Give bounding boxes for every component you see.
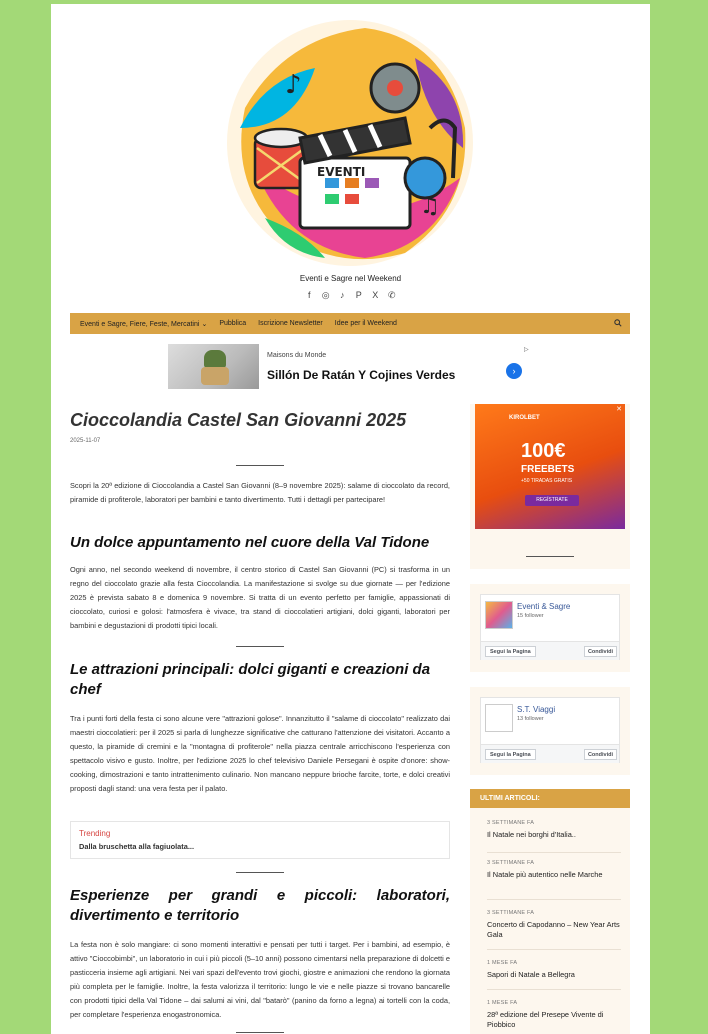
divider	[236, 872, 284, 873]
fb-page-followers: 13 follower	[517, 716, 544, 722]
latest-articles-header: ULTIMI ARTICOLI:	[470, 789, 630, 808]
logo-text: EVENTI	[317, 165, 366, 179]
fb-page-avatar	[485, 601, 513, 629]
article-link[interactable]: Concerto di Capodanno – New Year Arts Gala	[487, 920, 620, 939]
sidebar-fb-box-1	[470, 584, 630, 672]
list-item[interactable]	[487, 820, 621, 853]
nav-item-newsletter[interactable]: Iscrizione Newsletter	[258, 320, 323, 327]
article-age: 3 SETTIMANE FA	[487, 860, 535, 866]
promo-freebets: FREEBETS	[521, 464, 575, 475]
ad-choices-icon[interactable]: ▷	[524, 347, 529, 353]
ad-source: Maisons du Monde	[267, 352, 327, 359]
sidebar-fb-box-2	[470, 687, 630, 775]
article-date: 2025-11-07	[70, 438, 101, 444]
promo-brand: KIROLBET	[509, 415, 540, 421]
heading-val-tidone: Un dolce appuntamento nel cuore della Val Tidone	[70, 534, 430, 551]
site-logo[interactable]	[225, 18, 475, 268]
promo-amount: 100€	[521, 440, 566, 462]
article-link[interactable]: Sapori di Natale a Bellegra	[487, 970, 575, 979]
main-navbar	[70, 313, 630, 334]
ad-arrow-icon[interactable]: ›	[506, 363, 522, 379]
fb-action-bar	[481, 641, 619, 660]
instagram-icon[interactable]: ◎	[321, 290, 330, 300]
fb-page-avatar	[485, 704, 513, 732]
fb-page-name[interactable]: S.T. Viaggi	[517, 705, 556, 714]
heading-esperienze: Esperienze per grandi e piccoli: laboratori, divertimento e territorio	[70, 887, 450, 924]
trending-box[interactable]	[70, 821, 450, 859]
trending-label: Trending	[79, 829, 111, 838]
svg-text:♫: ♫	[420, 194, 440, 219]
fb-share-button[interactable]: Condividi	[584, 646, 617, 657]
fb-page-followers: 15 follower	[517, 613, 544, 619]
search-icon[interactable]	[614, 319, 622, 329]
tiktok-icon[interactable]: ♪	[339, 290, 345, 300]
divider	[236, 1032, 284, 1033]
logo-illustration	[225, 18, 475, 268]
article-intro: Scopri la 20ª edizione di Cioccolandia a Castel San Giovanni (8–9 novembre 2025): salame di cioccolato da record, piramide di profiterole, laboratori per bambini e tanto divertimento. Tutti i dettagli per partecipare!	[70, 481, 450, 504]
page	[51, 4, 650, 1034]
latest-articles-list	[470, 808, 630, 1034]
ad-title[interactable]: Sillón De Ratán Y Cojines Verdes	[267, 368, 456, 382]
facebook-icon[interactable]: f	[307, 290, 311, 300]
list-item[interactable]	[487, 860, 621, 900]
nav-item-eventi-label: Eventi e Sagre, Fiere, Feste, Mercatini	[80, 320, 200, 328]
article-link[interactable]: Il Natale nei borghi d'Italia..	[487, 830, 576, 839]
sidebar-ad-box	[470, 404, 630, 569]
social-links	[51, 290, 650, 301]
svg-text:♪: ♪	[285, 70, 302, 100]
fb-share-button[interactable]: Condividi	[584, 749, 617, 760]
whatsapp-icon[interactable]: ✆	[388, 290, 396, 300]
close-icon[interactable]: ✕	[616, 406, 622, 413]
paragraph-val-tidone: Ogni anno, nel secondo weekend di novembre, il centro storico di Castel San Giovanni (PC) si trasforma in un regno del cioccolato grazie alla festa Cioccolandia. La manifestazione si svolge su due giornate — per l'edizione 2025 è prevista sabato 8 e domenica 9 novembre. Si tratta di un evento perfetto per famiglie, appassionati di cioccolato, curiosi e golosi: l'atmosfera è vivace, tra stand di cioccolatieri artigiani, dolci giganti, laboratori per bambini e degustazioni di prodotti tipici locali.	[70, 565, 450, 630]
list-item[interactable]	[487, 910, 621, 950]
list-item[interactable]	[487, 1000, 621, 1034]
article-age: 1 MESE FA	[487, 1000, 518, 1006]
article-link[interactable]: Il Natale più autentico nelle Marche	[487, 870, 603, 879]
chevron-down-icon[interactable]: ⌄	[201, 320, 208, 328]
heading-attrazioni: Le attrazioni principali: dolci giganti e creazioni da chef	[70, 661, 431, 698]
divider	[526, 556, 574, 557]
nav-item-pubblica[interactable]: Pubblica	[219, 320, 247, 327]
article-link[interactable]: 28ª edizione del Presepe Vivente di Piobbico	[487, 1010, 604, 1029]
promo-ad[interactable]	[475, 404, 625, 529]
fb-page-name[interactable]: Eventi & Sagre	[517, 602, 571, 611]
site-tagline: Eventi e Sagre nel Weekend	[299, 274, 402, 283]
fb-action-bar	[481, 744, 619, 763]
fb-follow-button[interactable]: Segui la Pagina	[485, 749, 536, 760]
x-icon[interactable]: X	[372, 290, 379, 300]
trending-link[interactable]: Dalla bruschetta alla fagiuolata...	[79, 842, 194, 851]
ad-image	[168, 344, 259, 389]
paragraph-attrazioni: Tra i punti forti della festa ci sono alcune vere "attrazioni golose". Innanzitutto il "salame di cioccolato" realizzato dai maestri cioccolatieri: per il 2025 si parla di lunghezze significative che catturano l'attenzione dei visitatori. Accanto a questo, la piramide di cremini e la "montagna di profiterole" nella piazza centrale arricchiscono l'esperienza con spettacolo visivo e gusto. Inoltre, per l'edizione 2025 lo chef televisivo Daniele Persegani è ospite d'onore: show-cooking, dimostrazioni e tanto intrattenimento culinario. Non mancano neppure brioche farcite, torte, e dolci creativi proposti dagli stand: una vera festa per il palato.	[70, 714, 450, 793]
pinterest-icon[interactable]: P	[355, 290, 362, 300]
article-age: 3 SETTIMANE FA	[487, 820, 535, 826]
list-item[interactable]	[487, 960, 621, 990]
paragraph-esperienze: La festa non è solo mangiare: ci sono momenti interattivi e pensati per tutti i target. Per i bambini, ad esempio, è attivo "Cioccobimbi", un laboratorio in cui i più piccoli (5–10 anni) possono cimentarsi nella preparazione di dolcetti e pasticceria insieme agli artigiani. Nei vari spazi dell'evento trovi giochi, giostre e animazioni che rendono la giornata più completa per le famiglie. Inoltre, la festa valorizza il territorio: lungo le vie e nelle piazze si trovano bancarelle con prodotti tipici della Val Tidone – dai salumi ai vini, dal "batarò" (panino da forno a legna) ai tortelli con la coda, per completare l'esperienza enogastronomica.	[70, 940, 450, 1019]
article-title: Cioccolandia Castel San Giovanni 2025	[70, 410, 407, 430]
fb-page-widget[interactable]	[480, 594, 620, 660]
article-age: 1 MESE FA	[487, 960, 518, 966]
ad-banner[interactable]	[168, 344, 528, 390]
divider	[236, 646, 284, 647]
fb-follow-button[interactable]: Segui la Pagina	[485, 646, 536, 657]
promo-register-button[interactable]: REGÍSTRATE	[525, 495, 579, 506]
article-age: 3 SETTIMANE FA	[487, 910, 535, 916]
nav-item-idee-weekend[interactable]: Idee per il Weekend	[334, 320, 397, 327]
promo-subtitle: +50 TIRADAS GRATIS	[521, 478, 573, 484]
divider	[236, 465, 284, 466]
nav-item-eventi[interactable]	[80, 320, 207, 328]
fb-page-widget[interactable]	[480, 697, 620, 763]
